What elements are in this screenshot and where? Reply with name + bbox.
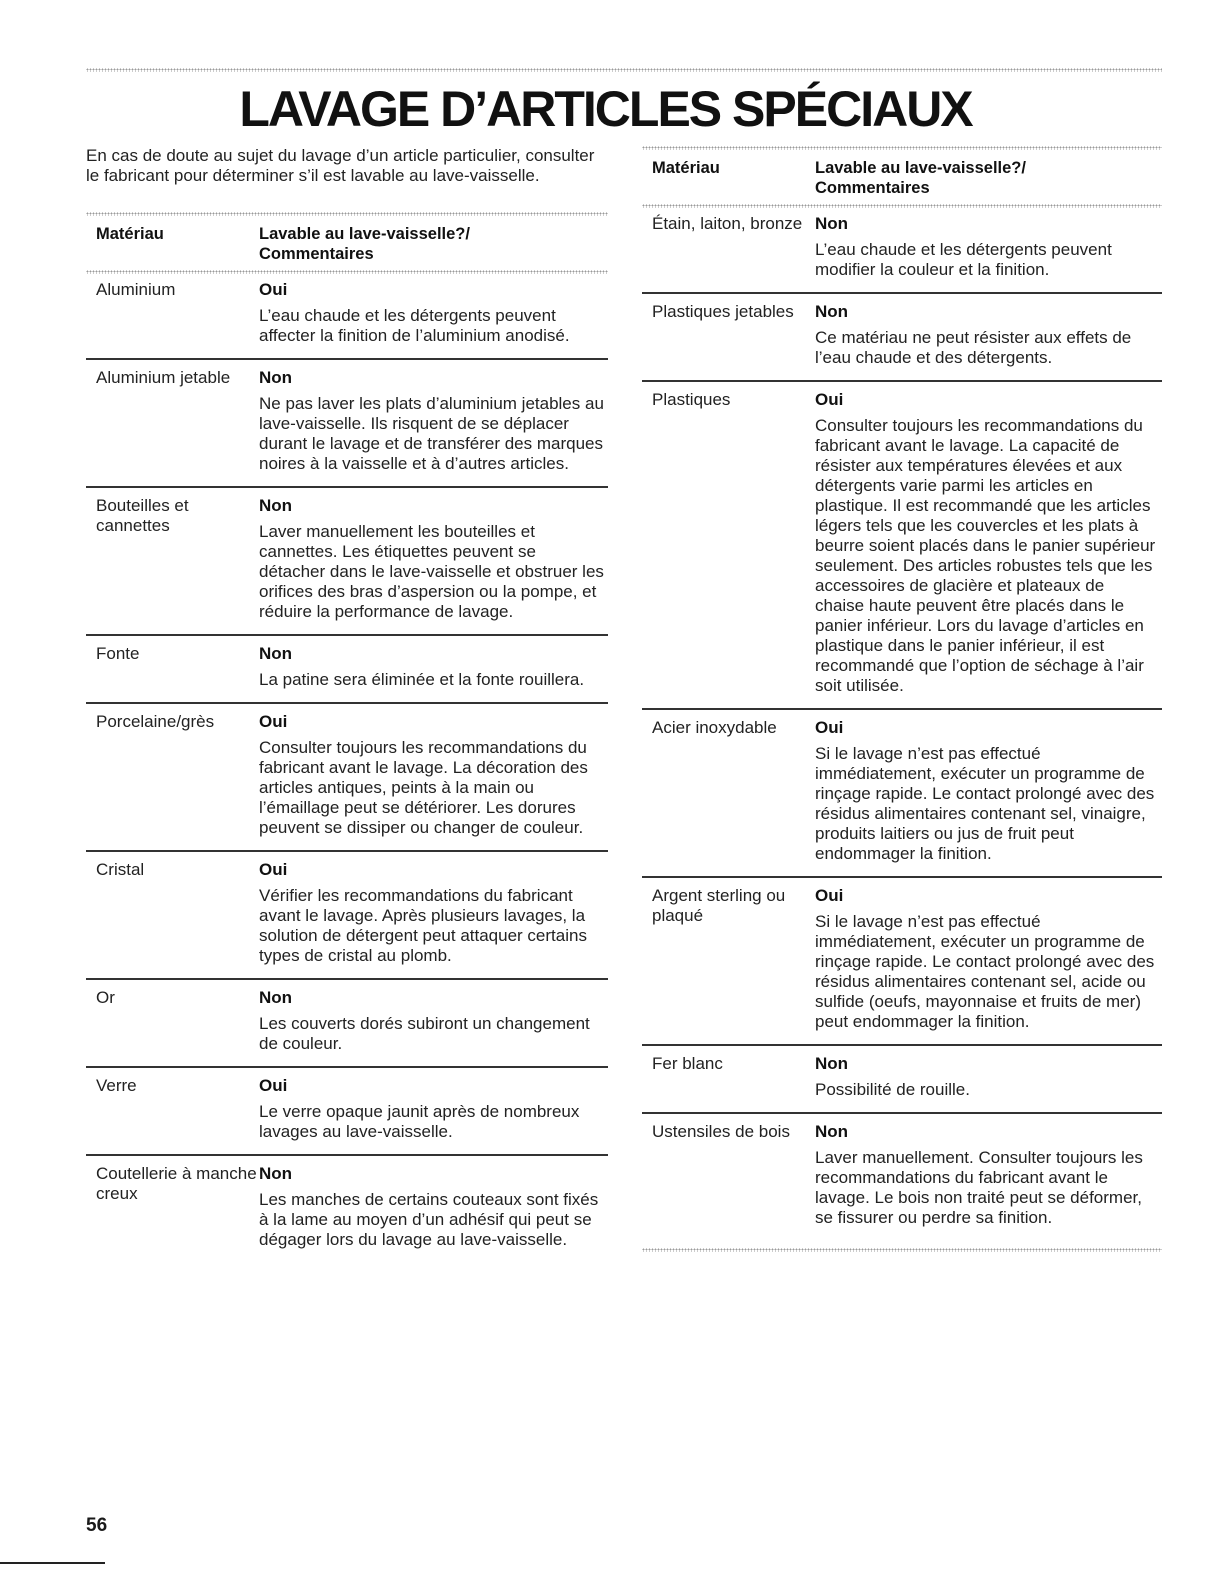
table-row bbox=[642, 206, 1162, 294]
header-washable-line1: Lavable au lave-vaisselle?/ bbox=[815, 159, 1026, 177]
header-material: Matériau bbox=[652, 159, 720, 177]
comment-text: Le verre opaque jaunit après de nombreux lavages au lave-vaisselle. bbox=[259, 1102, 580, 1141]
comment-cell bbox=[815, 718, 1162, 864]
material-cell: Or bbox=[96, 988, 115, 1007]
table-row bbox=[86, 980, 608, 1068]
comment-cell bbox=[259, 860, 608, 966]
comment-text: Vérifier les recommandations du fabricant avant le lavage. Après plusieurs lavages, la solution de détergent peut attaquer certains types de cristal au plomb. bbox=[259, 886, 587, 965]
left-table-body bbox=[86, 272, 608, 1262]
comment-cell bbox=[259, 712, 608, 838]
material-cell: Verre bbox=[96, 1076, 137, 1095]
washable-verdict: Oui bbox=[815, 886, 844, 905]
page-number: 56 bbox=[86, 1515, 108, 1536]
comment-cell bbox=[815, 886, 1162, 1032]
comment-text: Laver manuellement les bouteilles et cannettes. Les étiquettes peuvent se détacher dans le lave-vaisselle et obstruer les orifices des bras d’aspersion ou la pompe, et réduire la performance de lavage. bbox=[259, 522, 604, 621]
comment-cell bbox=[259, 496, 608, 622]
material-cell: Fer blanc bbox=[652, 1054, 723, 1073]
table-row bbox=[86, 360, 608, 488]
material-cell: Plastiques bbox=[652, 390, 731, 409]
comment-text: La patine sera éliminée et la fonte rouillera. bbox=[259, 670, 585, 689]
washable-verdict: Oui bbox=[259, 712, 288, 731]
material-cell: Plastiques jetables bbox=[652, 302, 794, 321]
left-table bbox=[86, 224, 608, 264]
material-cell: Aluminium bbox=[96, 280, 176, 299]
comment-cell bbox=[259, 368, 608, 474]
header-washable-line2: Commentaires bbox=[259, 245, 374, 263]
comment-cell bbox=[259, 280, 608, 346]
comment-text: Si le lavage n’est pas effectué immédiatement, exécuter un programme de rinçage rapide. Le contact prolongé avec des résidus alimentaires contenant sel, acide ou sulfide (oeufs, mayonnaise et fruits de mer) peut endommager la finition. bbox=[815, 912, 1155, 1031]
right-table-end-rule bbox=[642, 1248, 1162, 1252]
table-row bbox=[86, 704, 608, 852]
comment-text: Consulter toujours les recommandations du fabricant avant le lavage. La capacité de résister aux températures élevées et aux détergents varie parmi les articles en plastique. Il est recommandé que les articles légers tels que les couvercles et les plats à beurre soient placés dans le panier supérieur seulement. Des articles robustes tels que les accessoires de glacière et plateaux de chaise haute peuvent être placés dans le panier inférieur. Lors du lavage d’articles en plastique dans le panier inférieur, il est recommandé que l’option de séchage à l’air soit utilisée. bbox=[815, 416, 1156, 695]
material-cell: Fonte bbox=[96, 644, 140, 663]
table-row bbox=[642, 382, 1162, 710]
right-header-rule-top bbox=[642, 146, 1162, 150]
comment-cell bbox=[259, 1164, 608, 1250]
table-row bbox=[642, 878, 1162, 1046]
comment-cell bbox=[815, 302, 1162, 368]
comment-cell bbox=[259, 644, 608, 690]
table-row bbox=[86, 1156, 608, 1262]
table-row bbox=[642, 710, 1162, 878]
material-cell: Acier inoxydable bbox=[652, 718, 777, 737]
comment-text: Possibilité de rouille. bbox=[815, 1080, 970, 1099]
material-cell: Bouteilles et cannettes bbox=[96, 496, 189, 535]
washable-verdict: Non bbox=[259, 368, 293, 387]
material-cell: Étain, laiton, bronze bbox=[652, 214, 803, 233]
material-cell: Coutellerie à manche creux bbox=[96, 1164, 257, 1203]
top-rule bbox=[86, 68, 1162, 72]
comment-text: Si le lavage n’est pas effectué immédiatement, exécuter un programme de rinçage rapide. Le contact prolongé avec des résidus alimentaires contenant sel, vinaigre, produits laitiers ou jus de fruit peut endommager la finition. bbox=[815, 744, 1155, 863]
washable-verdict: Oui bbox=[815, 390, 844, 409]
comment-text: Ne pas laver les plats d’aluminium jetables au lave-vaisselle. Ils risquent de se déplacer durant le lavage et de transférer des marques noires à la vaisselle et à d’autres articles. bbox=[259, 394, 604, 473]
material-cell: Ustensiles de bois bbox=[652, 1122, 790, 1141]
table-row bbox=[86, 852, 608, 980]
header-washable-line2: Commentaires bbox=[815, 179, 930, 197]
table-row bbox=[642, 1114, 1162, 1240]
comment-cell bbox=[815, 1122, 1162, 1228]
table-row bbox=[642, 1046, 1162, 1114]
comment-cell bbox=[815, 214, 1162, 280]
comment-text: L’eau chaude et les détergents peuvent modifier la couleur et la finition. bbox=[815, 240, 1112, 279]
material-cell: Aluminium jetable bbox=[96, 368, 231, 387]
washable-verdict: Non bbox=[815, 302, 849, 321]
table-row bbox=[642, 294, 1162, 382]
comment-text: L’eau chaude et les détergents peuvent affecter la finition de l’aluminium anodisé. bbox=[259, 306, 570, 345]
comment-text: Consulter toujours les recommandations du fabricant avant le lavage. La décoration des articles antiques, peints à la main ou l’émaillage peut se détériorer. Les dorures peuvent se dissiper ou changer de couleur. bbox=[259, 738, 588, 837]
washable-verdict: Oui bbox=[259, 1076, 288, 1095]
right-table-header bbox=[642, 158, 1162, 198]
comment-cell bbox=[815, 390, 1162, 696]
table-row bbox=[86, 636, 608, 704]
header-washable bbox=[815, 158, 1162, 198]
washable-verdict: Oui bbox=[815, 718, 844, 737]
washable-verdict: Non bbox=[815, 214, 849, 233]
left-header-rule-top bbox=[86, 212, 608, 216]
comment-cell bbox=[815, 1054, 1162, 1100]
right-table-body bbox=[642, 206, 1162, 1240]
washable-verdict: Non bbox=[259, 644, 293, 663]
comment-text: Les couverts dorés subiront un changement de couleur. bbox=[259, 1014, 590, 1053]
material-cell: Cristal bbox=[96, 860, 145, 879]
footer-rule bbox=[0, 1562, 105, 1564]
comment-text: Laver manuellement. Consulter toujours les recommandations du fabricant avant le lavage. Le bois non traité peut se déformer, se fissurer ou perdre sa finition. bbox=[815, 1148, 1143, 1227]
right-table bbox=[642, 158, 1162, 198]
washable-verdict: Non bbox=[259, 496, 293, 515]
material-cell: Porcelaine/grès bbox=[96, 712, 215, 731]
comment-cell bbox=[259, 988, 608, 1054]
washable-verdict: Non bbox=[815, 1122, 849, 1141]
table-row bbox=[86, 1068, 608, 1156]
washable-verdict: Non bbox=[815, 1054, 849, 1073]
header-material: Matériau bbox=[96, 225, 164, 243]
washable-verdict: Oui bbox=[259, 280, 288, 299]
washable-verdict: Non bbox=[259, 988, 293, 1007]
left-table-header bbox=[86, 224, 608, 264]
header-washable-line1: Lavable au lave-vaisselle?/ bbox=[259, 225, 470, 243]
page-title: LAVAGE D’ARTICLES SPÉCIAUX bbox=[239, 81, 972, 137]
material-cell: Argent sterling ou plaqué bbox=[652, 886, 786, 925]
washable-verdict: Non bbox=[259, 1164, 293, 1183]
header-washable bbox=[259, 224, 608, 264]
intro-paragraph: En cas de doute au sujet du lavage d’un article particulier, consulter le fabricant pour déterminer s’il est lavable au lave-vaisselle. bbox=[86, 146, 595, 185]
table-row bbox=[86, 488, 608, 636]
comment-cell bbox=[259, 1076, 608, 1142]
washable-verdict: Oui bbox=[259, 860, 288, 879]
table-row bbox=[86, 272, 608, 360]
comment-text: Ce matériau ne peut résister aux effets de l’eau chaude et des détergents. bbox=[815, 328, 1132, 367]
comment-text: Les manches de certains couteaux sont fixés à la lame au moyen d’un adhésif qui peut se dégager lors du lavage au lave-vaisselle. bbox=[259, 1190, 599, 1249]
